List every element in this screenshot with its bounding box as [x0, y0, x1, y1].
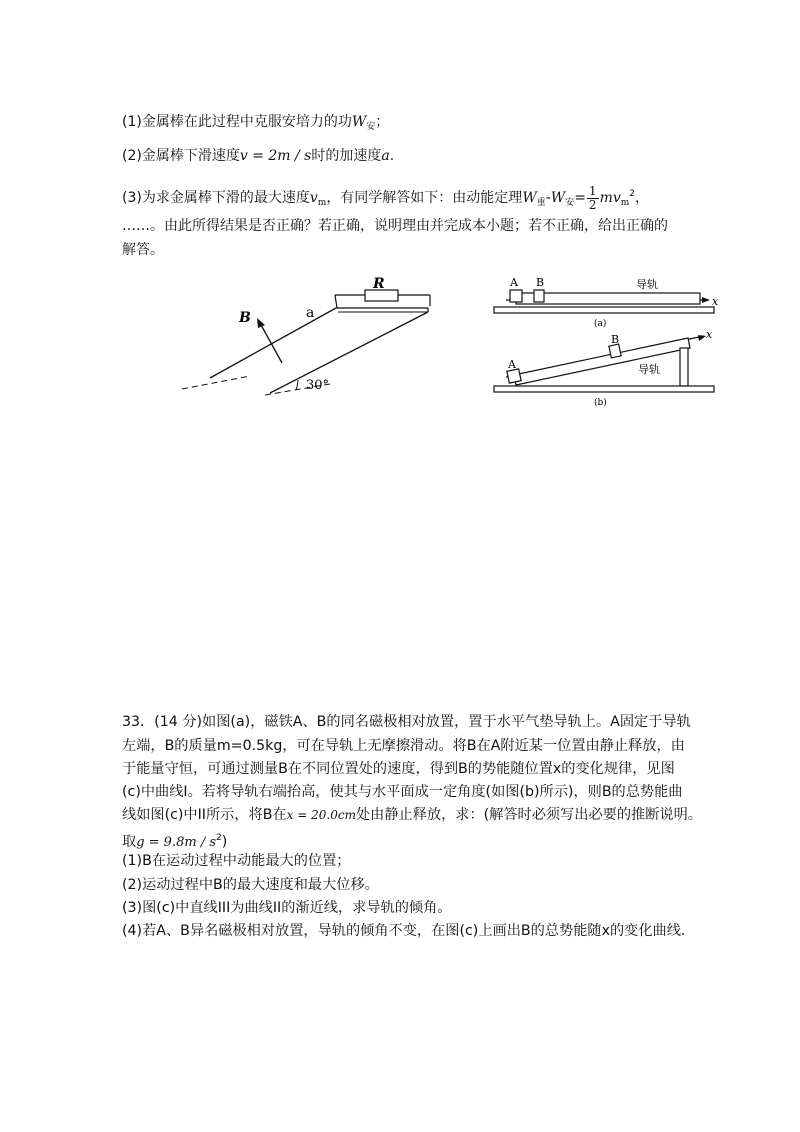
- q2-end: .: [389, 148, 395, 164]
- problem33-q1: (1)B在运动过程中动能最大的位置；: [122, 853, 351, 869]
- label-A-b: A: [508, 358, 516, 371]
- q3-vmax: v: [309, 190, 318, 206]
- label-a: a: [306, 305, 315, 321]
- label-B-a: B: [536, 276, 545, 289]
- problem33-line-1: 33．(14 分)如图(a)，磁铁A、B的同名磁极相对放置，置于水平气垫导轨上。A固定于导轨: [122, 714, 691, 730]
- magnet-B-b: [609, 344, 621, 358]
- q3-numerator: 1: [588, 183, 597, 198]
- problem33-line-3: 于能量守恒，可通过测量B在不同位置处的速度，得到B的势能随位置x的变化规律，见图: [122, 761, 675, 777]
- magnet-A-b: [507, 369, 521, 383]
- track-support: [680, 348, 688, 386]
- label-x-a: x: [712, 295, 719, 308]
- field-arrow-head: [257, 318, 265, 328]
- q3-denominator: 2: [588, 197, 597, 212]
- problem33-line-5-post: 处由静止释放，求：(解答时必须写出必要的推断说明。: [355, 807, 702, 823]
- question-3-line-3: 解答。: [122, 242, 164, 258]
- caption-a: (a): [594, 319, 607, 329]
- q3-vmax-sub: m: [317, 198, 327, 208]
- label-B: B: [239, 310, 251, 326]
- problem33-q2: (2)运动过程中B的最大速度和最大位移。: [122, 877, 379, 893]
- q2-velocity: v = 2m / s: [239, 148, 312, 164]
- problem33-line-5-pre: 线如图(c)中II所示，将B在: [122, 807, 287, 823]
- question-1: [122, 112, 389, 137]
- base-a: [494, 307, 714, 313]
- label-A-a: A: [510, 276, 518, 289]
- problem33-release-position: x = 20.0cm: [286, 808, 356, 822]
- q1-end: ；: [375, 114, 390, 130]
- q3-text-2: ，有同学解答如下：由动能定理: [326, 190, 523, 206]
- label-rail-b: 导轨: [638, 363, 660, 376]
- q3-work-a: W: [550, 190, 566, 206]
- label-x-b: x: [706, 328, 713, 341]
- air-track-figure: [492, 272, 722, 407]
- q3-work-a-sub: 安: [565, 198, 575, 208]
- q3-square: 2: [629, 189, 636, 199]
- q3-fraction: [587, 185, 599, 212]
- problem33-line-4: (c)中曲线I。若将导轨右端抬高，使其与水平面成一定角度(如图(b)所示)，则B的总势能曲: [122, 784, 683, 800]
- problem33-gravity-sup: 2: [216, 833, 222, 843]
- track-b: [514, 338, 690, 385]
- label-angle: 30°: [306, 378, 330, 393]
- q3-work-g: W: [522, 190, 537, 206]
- problem33-gravity: g = 9.8m / s: [136, 835, 216, 850]
- problem33-q4: (4)若A、B异名磁极相对放置，导轨的倾角不变，在图(c)上画出B的总势能随x的变化曲线.: [122, 923, 686, 939]
- question-2: [122, 146, 394, 166]
- problem33-line-6-post: ): [221, 834, 228, 850]
- q1-symbol: W: [351, 114, 367, 130]
- q3-mv: mv: [599, 190, 621, 206]
- question-3-line-2: ……。由此所得结果是否正确？若正确，说明理由并完成本小题；若不正确，给出正确的: [122, 218, 668, 234]
- question-3: [122, 180, 649, 217]
- magnet-A-a: [510, 290, 522, 302]
- problem33-line-2: 左端，B的质量m=0.5kg，可在导轨上无摩擦滑动。将B在A附近某一位置由静止释放，由: [122, 738, 685, 754]
- label-B-b: B: [611, 333, 620, 346]
- q3-text: (3)为求金属棒下滑的最大速度: [122, 190, 310, 206]
- q2-text: (2)金属棒下滑速度: [122, 148, 240, 164]
- problem33-line-5: [122, 805, 702, 825]
- base-b: [494, 386, 714, 392]
- caption-b: (b): [594, 398, 607, 407]
- q1-subscript: 安: [366, 122, 376, 132]
- label-R: R: [373, 276, 385, 292]
- q3-end: ，: [635, 190, 650, 206]
- q2-text-2: 时的加速度: [311, 148, 382, 164]
- label-rail-a: 导轨: [636, 278, 658, 291]
- problem33-line-6-pre: 取: [122, 834, 137, 850]
- field-arrow: [260, 323, 282, 363]
- q2-symbol: a: [381, 148, 390, 164]
- incline-rails-figure: [170, 268, 440, 403]
- magnet-B-a: [534, 290, 544, 302]
- q3-work-g-sub: 重: [536, 198, 546, 208]
- problem33-q3: (3)图(c)中直线III为曲线II的渐近线，求导轨的倾角。: [122, 900, 452, 916]
- rail-left: [210, 308, 336, 378]
- q3-equals: =: [574, 190, 586, 206]
- rail-right: [270, 312, 428, 393]
- q1-text: (1)金属棒在此过程中克服安培力的功: [122, 114, 352, 130]
- problem33-line-6: [122, 828, 227, 853]
- q3-minus: -: [545, 190, 551, 206]
- q3-mv-sub: m: [620, 198, 630, 208]
